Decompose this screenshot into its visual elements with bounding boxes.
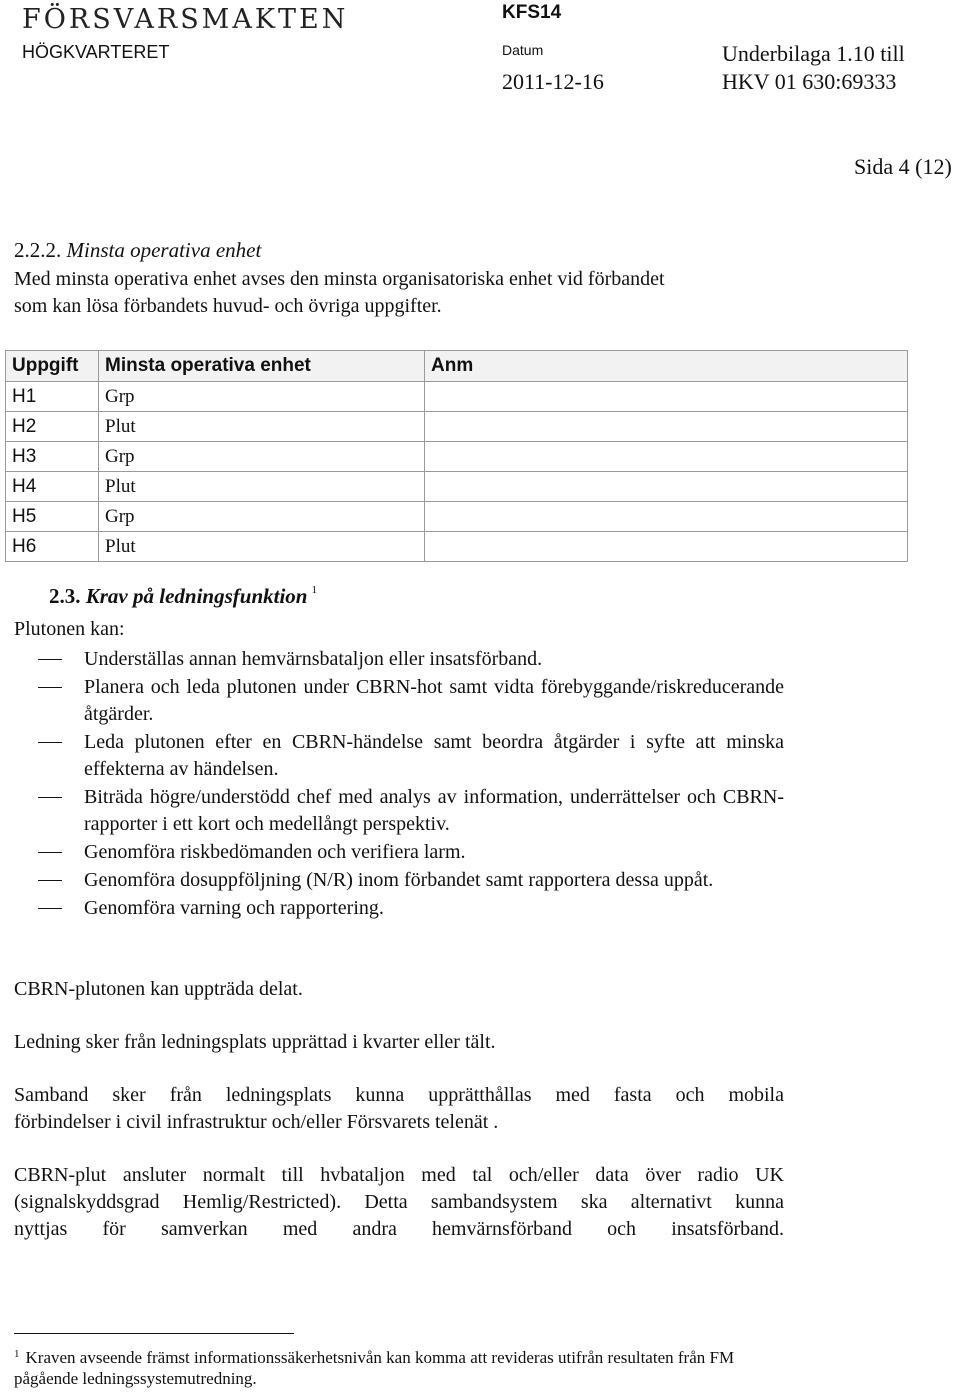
- section-title: Krav på ledningsfunktion: [85, 584, 308, 608]
- unit-cell: Plut: [99, 412, 425, 442]
- table-row: [6, 532, 908, 562]
- dash-bullet-icon: [38, 784, 62, 811]
- section-heading-23: [49, 584, 317, 609]
- dash-bullet-icon: [38, 646, 62, 673]
- section-222-text-line-1: Med minsta operativa enhet avses den minsta organisatoriska enhet vid förbandet: [14, 268, 665, 290]
- reference-line-2: HKV 01 630:69333: [722, 69, 897, 94]
- table-row: [6, 382, 908, 412]
- dash-bullet-icon: [38, 839, 62, 866]
- page-number: Sida 4 (12): [854, 154, 952, 179]
- unit-cell: Plut: [99, 532, 425, 562]
- dash-bullet-icon: [38, 674, 62, 701]
- list-item: [0, 646, 784, 673]
- paragraph-radio-line-2: (signalskyddsgrad Hemlig/Restricted). Detta sambandsystem ska alternativt kunna: [14, 1191, 784, 1213]
- list-item-text: Leda plutonen efter en CBRN-händelse samt beordra åtgärder i syfte att minska effekterna av händelsen.: [84, 731, 784, 780]
- table-header-row: [6, 351, 908, 382]
- task-cell: H1: [6, 382, 99, 412]
- list-item-text: Planera och leda plutonen under CBRN-hot samt vidta förebyggande/riskreducerande åtgärder.: [84, 676, 784, 725]
- footnote-text: Kraven avseende främst informationssäkerhetsnivån kan komma att revideras utifrån resultaten från FM pågående ledningssystemutredning.: [14, 1348, 735, 1388]
- list-item: [0, 674, 784, 728]
- list-item: [0, 895, 784, 922]
- paragraph-radio-line-3: nyttjas för samverkan med andra hemvärnsförband och insatsförband.: [14, 1218, 784, 1240]
- list-item: [0, 839, 784, 866]
- task-cell: H6: [6, 532, 99, 562]
- list-item-text: Biträda högre/understödd chef med analys av information, underrättelser och CBRN-rapporter i ett kort och medellångt perspektiv.: [84, 786, 784, 835]
- note-cell: [425, 382, 908, 412]
- list-item: [0, 729, 784, 783]
- footnote-divider: [14, 1333, 294, 1334]
- header-unit: Minsta operativa enhet: [99, 351, 425, 382]
- header-note: Anm: [425, 351, 908, 382]
- table-row: [6, 412, 908, 442]
- note-cell: [425, 442, 908, 472]
- task-cell: H3: [6, 442, 99, 472]
- note-cell: [425, 412, 908, 442]
- section-title: Minsta operativa enhet: [66, 238, 262, 262]
- task-cell: H5: [6, 502, 99, 532]
- note-cell: [425, 502, 908, 532]
- unit-cell: Grp: [99, 382, 425, 412]
- paragraph-command-post: Ledning sker från ledningsplats upprättad i kvarter eller tält.: [14, 1031, 496, 1053]
- dash-bullet-icon: [38, 729, 62, 756]
- dash-bullet-icon: [38, 895, 62, 922]
- footnote-marker: 1: [14, 1348, 20, 1360]
- document-date: 2011-12-16: [502, 69, 604, 94]
- paragraph-comms-line-1: Samband sker från ledningsplats kunna upprätthållas med fasta och mobila: [14, 1084, 784, 1106]
- list-intro: Plutonen kan:: [14, 618, 125, 640]
- task-cell: H2: [6, 412, 99, 442]
- list-item: [0, 784, 784, 838]
- capability-list: [0, 646, 800, 923]
- operative-units-table: [5, 350, 908, 562]
- section-number: 2.2.2.: [14, 238, 62, 262]
- section-number: 2.3.: [49, 584, 81, 608]
- paragraph-comms-line-2: förbindelser i civil infrastruktur och/eller Försvarets telenät .: [14, 1111, 499, 1133]
- list-item-text: Underställas annan hemvärnsbataljon eller insatsförband.: [84, 648, 543, 670]
- task-cell: H4: [6, 472, 99, 502]
- footnote-reference: 1: [311, 584, 317, 596]
- table-row: [6, 472, 908, 502]
- reference-line-1: Underbilaga 1.10 till: [722, 41, 905, 66]
- list-item-text: Genomföra dosuppföljning (N/R) inom förbandet samt rapportera dessa uppåt.: [84, 869, 714, 891]
- document-code: KFS14: [502, 2, 562, 23]
- section-heading-222: [14, 238, 261, 263]
- table-row: [6, 502, 908, 532]
- section-222-text-line-2: som kan lösa förbandets huvud- och övriga uppgifter.: [14, 295, 442, 317]
- note-cell: [425, 532, 908, 562]
- table-row: [6, 442, 908, 472]
- paragraph-radio-line-1: CBRN-plut ansluter normalt till hvbataljon med tal och/eller data över radio UK: [14, 1164, 784, 1186]
- unit-cell: Grp: [99, 442, 425, 472]
- list-item-text: Genomföra varning och rapportering.: [84, 897, 384, 919]
- date-label: Datum: [502, 42, 544, 58]
- unit-cell: Grp: [99, 502, 425, 532]
- paragraph-split: CBRN-plutonen kan uppträda delat.: [14, 978, 303, 1000]
- list-item-text: Genomföra riskbedömanden och verifiera larm.: [84, 841, 466, 863]
- unit-cell: Plut: [99, 472, 425, 502]
- department-name: HÖGKVARTERET: [22, 42, 170, 62]
- note-cell: [425, 472, 908, 502]
- footnote: [14, 1344, 774, 1389]
- organization-name: FÖRSVARSMAKTEN: [22, 4, 349, 35]
- dash-bullet-icon: [38, 867, 62, 894]
- list-item: [0, 867, 784, 894]
- header-task: Uppgift: [6, 351, 99, 382]
